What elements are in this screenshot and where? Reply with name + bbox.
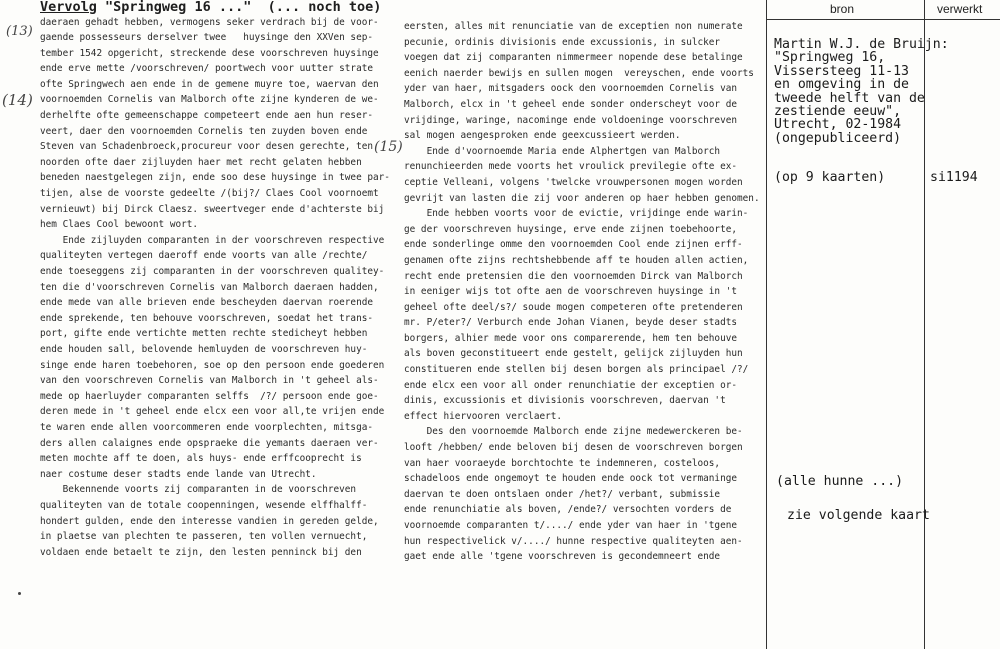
middle-column-line: gevrijt van lasten die zij voor anderen op haer hebben genomen. — [404, 192, 760, 204]
cards-count-note: (op 9 kaarten) — [774, 170, 886, 185]
left-column-line: Ende zijluyden comparanten in der voorschreven respective — [40, 234, 385, 246]
middle-column-line: Des den voornoemde Malborch ende zijne medewerckeren be- — [404, 426, 743, 438]
margin-mark-14: (14) — [2, 91, 33, 109]
left-column-line: hondert gulden, ende den interesse vandien in gereden gelde, — [40, 515, 379, 527]
middle-column-line: renunchieerden mede voorts het vroulick previlegie ofte ex- — [404, 161, 738, 173]
left-column-line: Bekennende voorts zij comparanten in de voorschreven — [40, 484, 357, 496]
source-line: Vissersteeg 11-13 — [774, 63, 909, 79]
middle-column-line: looft /hebben/ ende beloven bij desen de voorschreven borgen — [404, 442, 743, 454]
page-heading — [40, 0, 381, 15]
left-column-line: ende houden sall, belovende hemluyden de voorschreven huy- — [40, 343, 368, 355]
left-column-line: gaende possesseurs derselver twee huysinge den XXVen sep- — [40, 32, 374, 44]
header-bron: bron — [830, 2, 855, 16]
left-column-line: ders allen calaignes ende opspraeke die yemants daeraen ver- — [40, 437, 379, 449]
left-column-line: ten die d'voorschreven Cornelis van Malborch daeraen hadden, — [40, 281, 379, 293]
middle-column-line: van haer vooraeyde borchtochte te indemneren, costeloos, — [404, 457, 721, 469]
left-column-line: deren mede in 't geheel ende elcx een voor all,te vrijen ende — [40, 406, 385, 418]
middle-column-line: Ende d'voornoemde Maria ende Alphertgen van Malborch — [404, 145, 721, 157]
middle-column-line: als boven geconstitueert ende gestelt, gelijck zijluyden hun — [404, 348, 743, 360]
middle-column-line: geheel ofte deel/s?/ soude mogen competeren ofte pretenderen — [404, 301, 743, 313]
left-column-line: daeraen gehadt hebben, vermogens seker verdrach bij de voor- — [40, 16, 379, 28]
middle-column-line: dinis, excussionis et divisionis voorschreven, daervan 't — [404, 395, 726, 407]
heading-suffix: (... noch toe) — [251, 0, 382, 15]
middle-column-line: effect hiervooren verclaert. — [404, 410, 563, 422]
left-column-line: voldaen ende betaelt te zijn, den lesten penninck bij den — [40, 546, 362, 558]
left-column-line: ofte Springwech aen ende in de gemene muyre toe, waervan den — [40, 78, 379, 90]
left-column-line: van den voorschreven Cornelis van Malborch in 't geheel als- — [40, 375, 379, 387]
card-header-rule — [766, 19, 1000, 20]
left-column-line: port, gifte ende vertichte metten rechte stedicheyt hebben — [40, 328, 368, 340]
middle-column-line: vrijdinge, waringe, nacominge ende voldoeninge voorschreven — [404, 114, 738, 126]
middle-column-line: gaet ende alle 'tgene voorschreven is gecondemneert ende — [404, 551, 721, 563]
left-column-line: singe ende haren toebehoren, soe op den persoon ende goederen — [40, 359, 385, 371]
left-column-line: meten mochte aff te doen, als huys- ende erffcooprecht is — [40, 453, 362, 465]
middle-text-column — [404, 19, 760, 565]
processed-code: si1194 — [930, 170, 978, 185]
middle-column-line: ende sonderlinge omme den voornoemden Cool ende zijnen erff- — [404, 239, 743, 251]
heading-title: "Springweg 16 ..." — [96, 0, 252, 15]
middle-column-line: Ende hebben voorts voor de evictie, vrijdinge ende warin- — [404, 208, 749, 220]
left-column-line: ende mede van alle brieven ende bescheyden daervan roerende — [40, 297, 374, 309]
source-line: Utrecht, 02-1984 — [774, 117, 902, 133]
left-column-line: veert, daer den voornoemden Cornelis ten zuyden boven ende — [40, 125, 368, 137]
middle-column-line: ge der voorschreven huysinge, erve ende zijnen toebehoorte, — [404, 223, 738, 235]
header-verwerkt: verwerkt — [937, 2, 983, 16]
middle-column-line: schadeloos ende ongemoyt te houden ende oock tot vermaninge — [404, 473, 738, 485]
middle-column-line: sal mogen aengesproken ende geexcussieert werden. — [404, 130, 681, 142]
middle-column-line: ende elcx een voor all onder renunchiatie der exceptien or- — [404, 379, 738, 391]
middle-column-line: daervan te doen ontslaen onder /het?/ verbant, submissie — [404, 488, 721, 500]
left-column-line: te waren ende allen voorcommeren ende voorplechten, mitsga- — [40, 421, 374, 433]
middle-column-line: ende renunchiatie als boven, /ende?/ versochten vorders de — [404, 504, 732, 516]
middle-column-line: Malborch, elcx in 't geheel ende sonder onderscheyt voor de — [404, 98, 738, 110]
heading-prefix: Vervolg — [40, 0, 97, 15]
middle-column-line: yder van haer, mitsgaders oock den voornoemden Cornelis van — [404, 83, 738, 95]
source-line: Martin W.J. de Bruijn: — [774, 37, 949, 52]
margin-mark-13: (13) — [6, 24, 33, 39]
left-column-line: vernieuwt) bij Dirck Claesz. sweertveger ende d'achterste bij — [40, 203, 385, 215]
middle-column-line: voegen dat zij comparanten nimmermeer nopende dese betalinge — [404, 52, 743, 64]
left-column-line: tember 1542 opgericht, streckende dese voorschreven huysinge — [40, 47, 379, 59]
middle-column-line: constitueren ende stellen bij desen borgen als principael /?/ — [404, 364, 749, 376]
middle-column-line: eersten, alles mit renunciatie van de exceptien non numerate — [404, 21, 743, 32]
left-column-line: qualiteyten van de totale coopenningen, wesende elffhalff- — [40, 499, 368, 511]
source-line: "Springweg 16, — [774, 50, 886, 66]
stray-ink-dot — [18, 592, 21, 595]
left-column-line: naer costume deser stadts ende lande van Utrecht. — [40, 468, 317, 480]
middle-column-line: in eeniger wijs tot ofte aen de voorschreven huysinge in 't — [404, 286, 738, 298]
left-column-line: qualiteyten vertegen daeroff ende voorts van alle /rechte/ — [40, 250, 368, 262]
left-text-column — [40, 15, 390, 561]
left-column-line: ende sprekende, ten behouve voorschreven, soedat het trans- — [40, 312, 374, 324]
left-column-line: ende erve mette /voorschreven/ poortwech voor uutter strate — [40, 63, 374, 75]
middle-column-line: pecunie, ordinis divisionis ende excussionis, in sulcker — [404, 36, 721, 48]
middle-column-line: mr. P/eter?/ Verburch ende Johan Vianen, beyde deser stadts — [404, 317, 738, 329]
left-column-line: noorden ofte daer zijluyden haer met recht gelaten hebben — [40, 156, 362, 168]
margin-mark-15: (15) — [374, 139, 403, 155]
left-column-line: mede op haerluyder comparanten selffs /?/ persoon ende goe- — [40, 390, 379, 402]
middle-column-line: ceptie Velleani, volgens 'twelcke vrouwpersonen mogen worden — [404, 176, 743, 188]
source-line: tweede helft van de — [774, 90, 925, 106]
left-column-line: beneden naestgelegen zijn, ende soo dese huysinge in twee par- — [40, 172, 390, 184]
middle-column-line: hun respectivelick v/..../ hunne respective qualiteyten aen- — [404, 535, 743, 547]
continuation-note: (alle hunne ...) — [776, 474, 904, 489]
source-line: (ongepubliceerd) — [774, 130, 902, 146]
left-column-line: derhelfte ofte gemeenschappe competeert ende aen hun reser- — [40, 110, 374, 122]
left-column-line: Steven van Schadenbroeck,procureur voor desen gerechte, ten — [40, 141, 374, 153]
left-column-line: tijen, alse de voorste gedeelte /(bij?/ Claes Cool voornoemt — [40, 188, 379, 200]
next-card-note: zie volgende kaart — [787, 508, 930, 523]
left-column-line: in plaetse van plechten te passeren, ten vollen vernuecht, — [40, 531, 368, 543]
source-citation — [774, 38, 949, 145]
left-column-line: hem Claes Cool bewoont wort. — [40, 219, 199, 231]
source-line: en omgeving in de — [774, 77, 909, 93]
left-column-line: voornoemden Cornelis van Malborch ofte zijne kynderen de we- — [40, 94, 379, 106]
source-line: zestiende eeuw", — [774, 104, 902, 120]
middle-column-line: genamen ofte zijns rechtshebbende aff te houden allen actien, — [404, 254, 749, 266]
middle-column-line: eenich naerder bewijs en sullen mogen vereyschen, ende voorts — [404, 67, 754, 79]
middle-column-line: borgers, alhier mede voor ons comparerende, hem ten behouve — [404, 332, 738, 344]
middle-column-line: recht ende pretensien die den voornoemden Dirck van Malborch — [404, 270, 743, 282]
card-left-border — [766, 0, 767, 649]
left-column-line: ende toeseggens zij comparanten in der voorschreven qualitey- — [40, 266, 385, 277]
middle-column-line: voornoemde comparanten t/..../ ende yder van haer in 'tgene — [404, 520, 738, 531]
